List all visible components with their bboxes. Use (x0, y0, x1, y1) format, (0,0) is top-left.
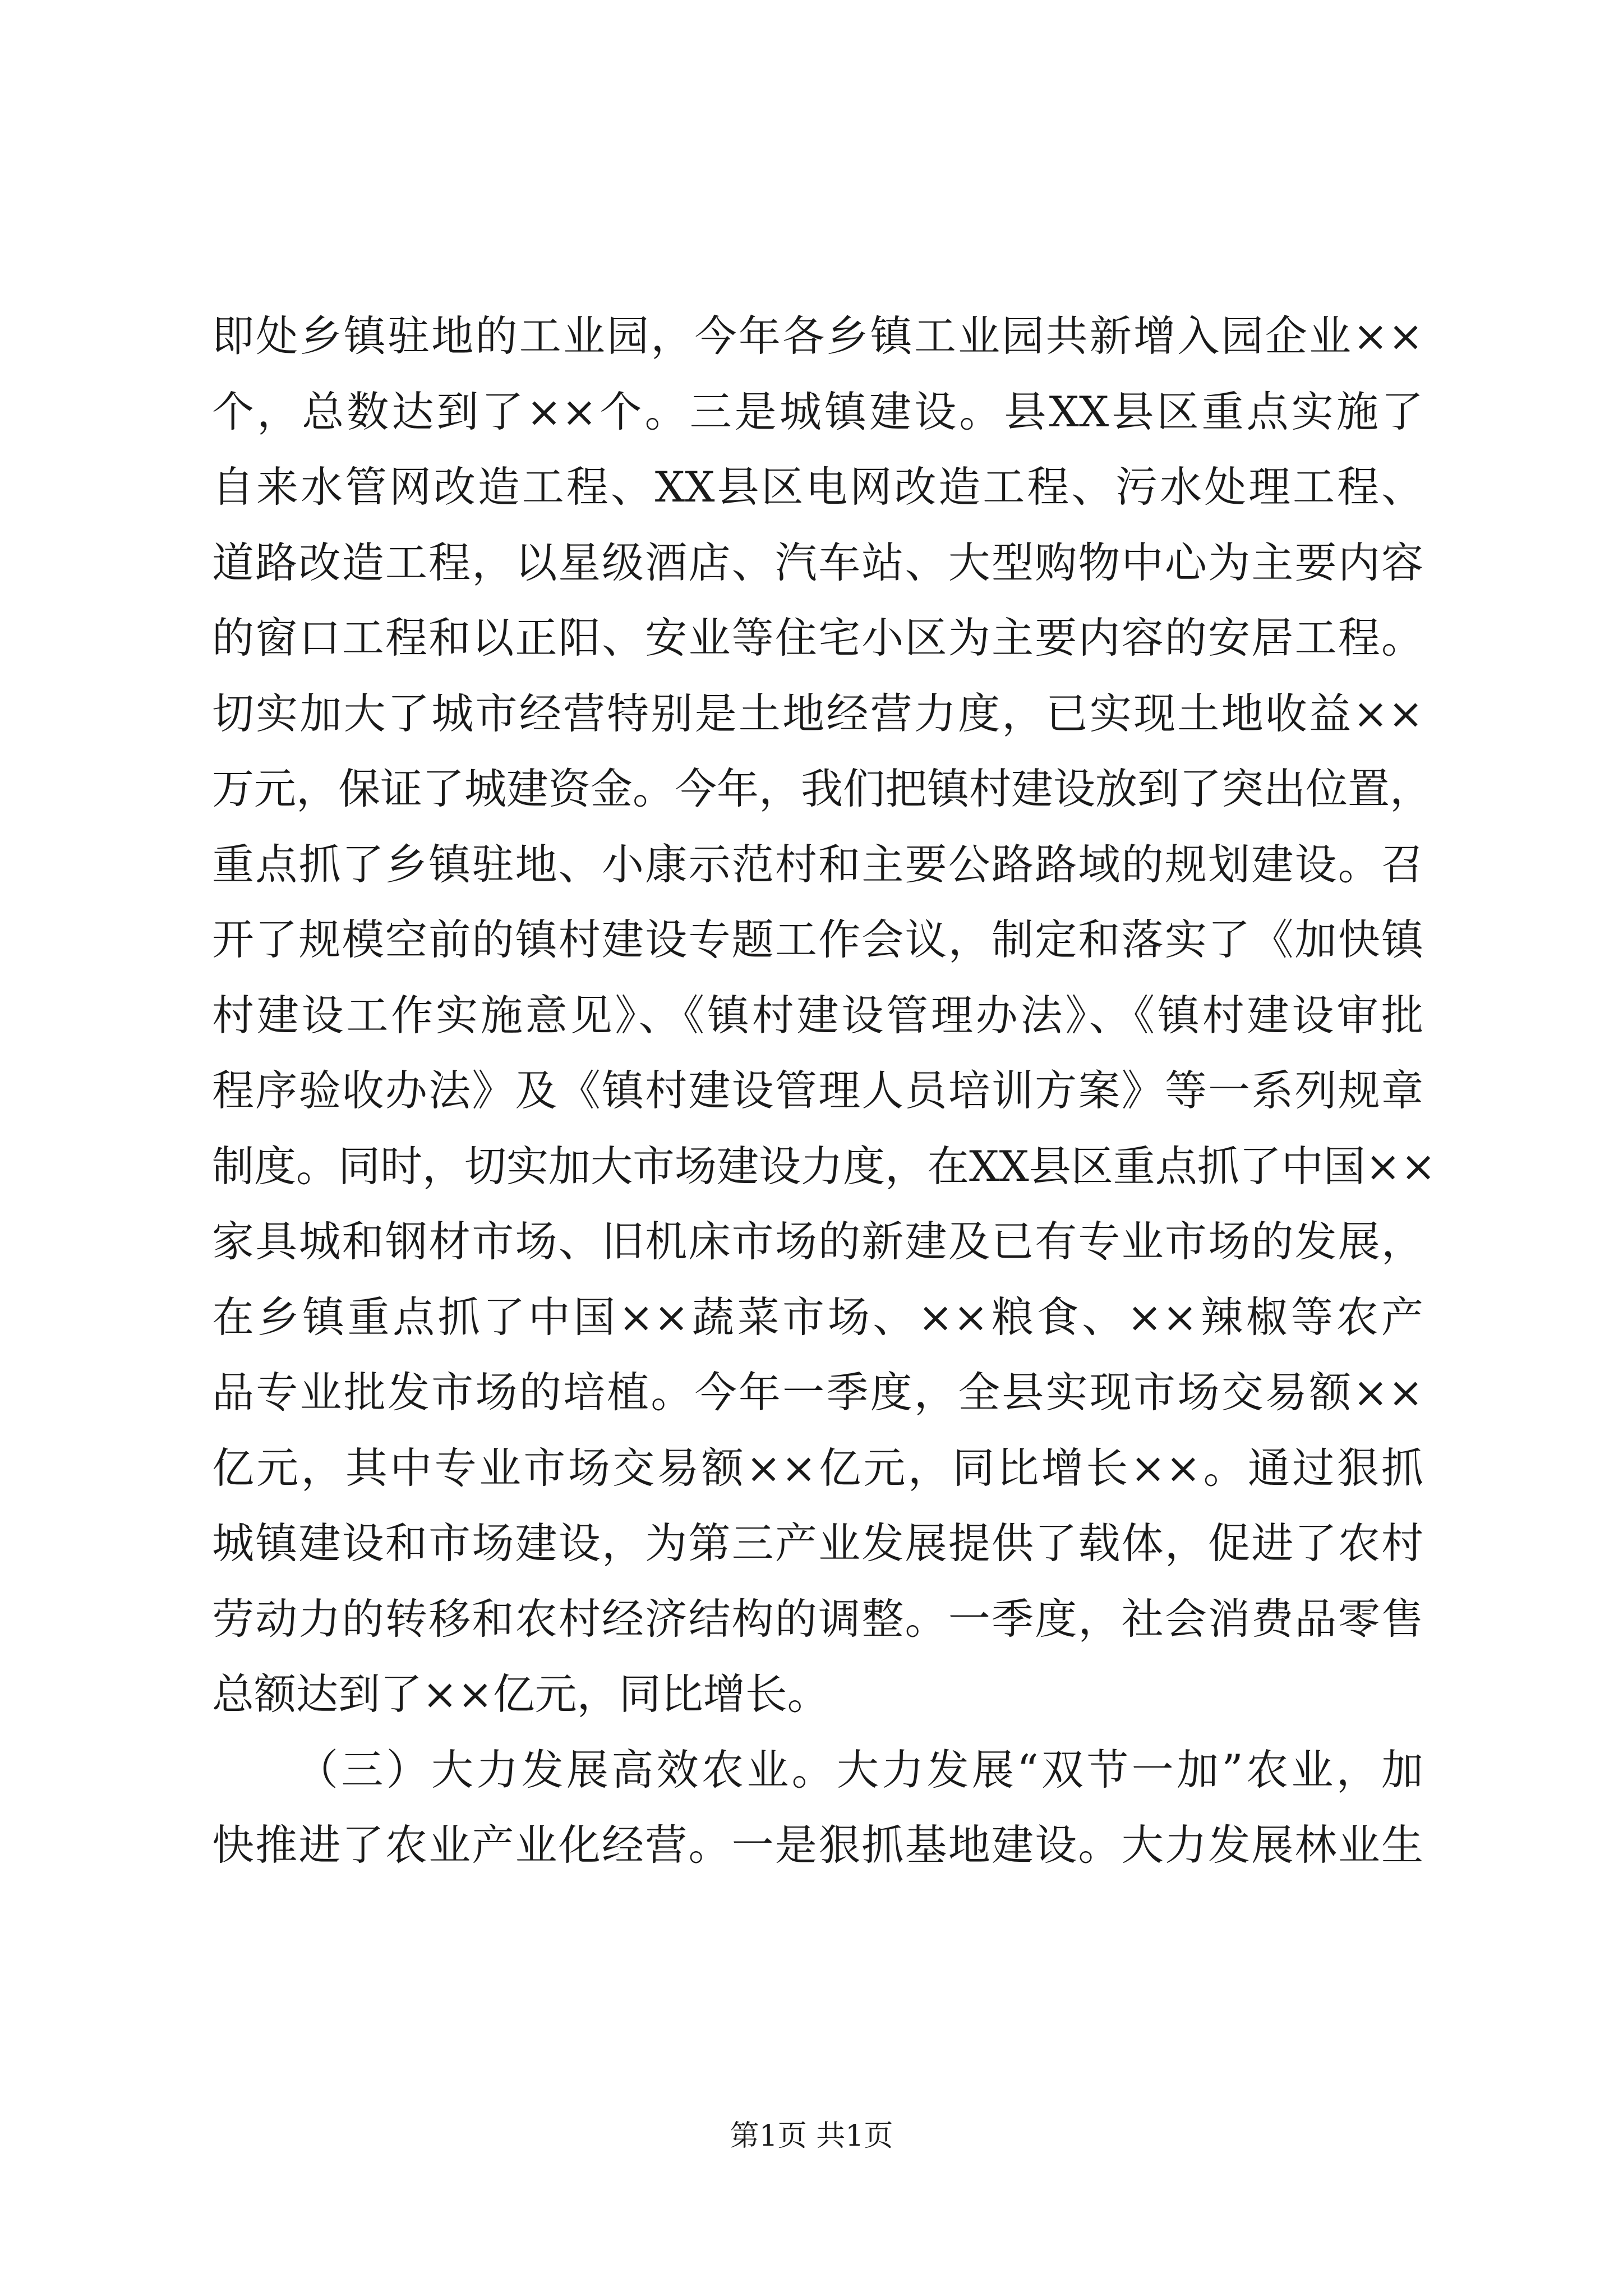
text-line: 切实加大了城市经营特别是土地经营力度，已实现土地收益×× (212, 688, 1423, 738)
body-text (212, 298, 1436, 1883)
paragraph-2 (212, 1732, 1423, 1883)
text-line: 总额达到了××亿元，同比增长。 (212, 1669, 829, 1719)
text-line: 劳动力的转移和农村经济结构的调整。一季度，社会消费品零售 (212, 1594, 1423, 1644)
text-line: 家具城和钢材市场、旧机床市场的新建及已有专业市场的发展， (212, 1217, 1423, 1266)
text-line: 亿元，其中专业市场交易额××亿元，同比增长××。通过狠抓 (212, 1443, 1423, 1493)
text-line: 个，总数达到了××个。三是城镇建设。县XX县区重点实施了 (212, 386, 1423, 436)
text-line: 制度。同时，切实加大市场建设力度，在XX县区重点抓了中国×× (212, 1141, 1436, 1191)
text-line: 道路改造工程，以星级酒店、汽车站、大型购物中心为主要内容 (212, 537, 1423, 587)
page-number-footer: 第1页 共1页 (730, 2119, 893, 2153)
text-line: 重点抓了乡镇驻地、小康示范村和主要公路路域的规划建设。召 (212, 839, 1423, 889)
text-line: 在乡镇重点抓了中国××蔬菜市场、××粮食、××辣椒等农产 (212, 1292, 1423, 1342)
text-line: 城镇建设和市场建设，为第三产业发展提供了载体，促进了农村 (212, 1519, 1423, 1568)
text-line: 开了规模空前的镇村建设专题工作会议，制定和落实了《加快镇 (212, 915, 1423, 964)
text-line: 程序验收办法》及《镇村建设管理人员培训方案》等一系列规章 (212, 1066, 1423, 1115)
text-line: 自来水管网改造工程、XX县区电网改造工程、污水处理工程、 (212, 462, 1423, 512)
text-line: 快推进了农业产业化经营。一是狠抓基地建设。大力发展林业生 (212, 1820, 1423, 1870)
paragraph-1 (212, 298, 1436, 1732)
text-line: （三）大力发展高效农业。大力发展“双节一加”农业，加 (296, 1745, 1423, 1795)
text-line: 品专业批发市场的培植。今年一季度，全县实现市场交易额×× (212, 1368, 1423, 1417)
text-line: 即处乡镇驻地的工业园，今年各乡镇工业园共新增入园企业×× (212, 311, 1423, 361)
text-line: 的窗口工程和以正阳、安业等住宅小区为主要内容的安居工程。 (212, 613, 1423, 662)
text-line: 村建设工作实施意见》、《镇村建设管理办法》、《镇村建设审批 (212, 990, 1423, 1040)
text-line: 万元，保证了城建资金。今年，我们把镇村建设放到了突出位置， (212, 764, 1432, 813)
